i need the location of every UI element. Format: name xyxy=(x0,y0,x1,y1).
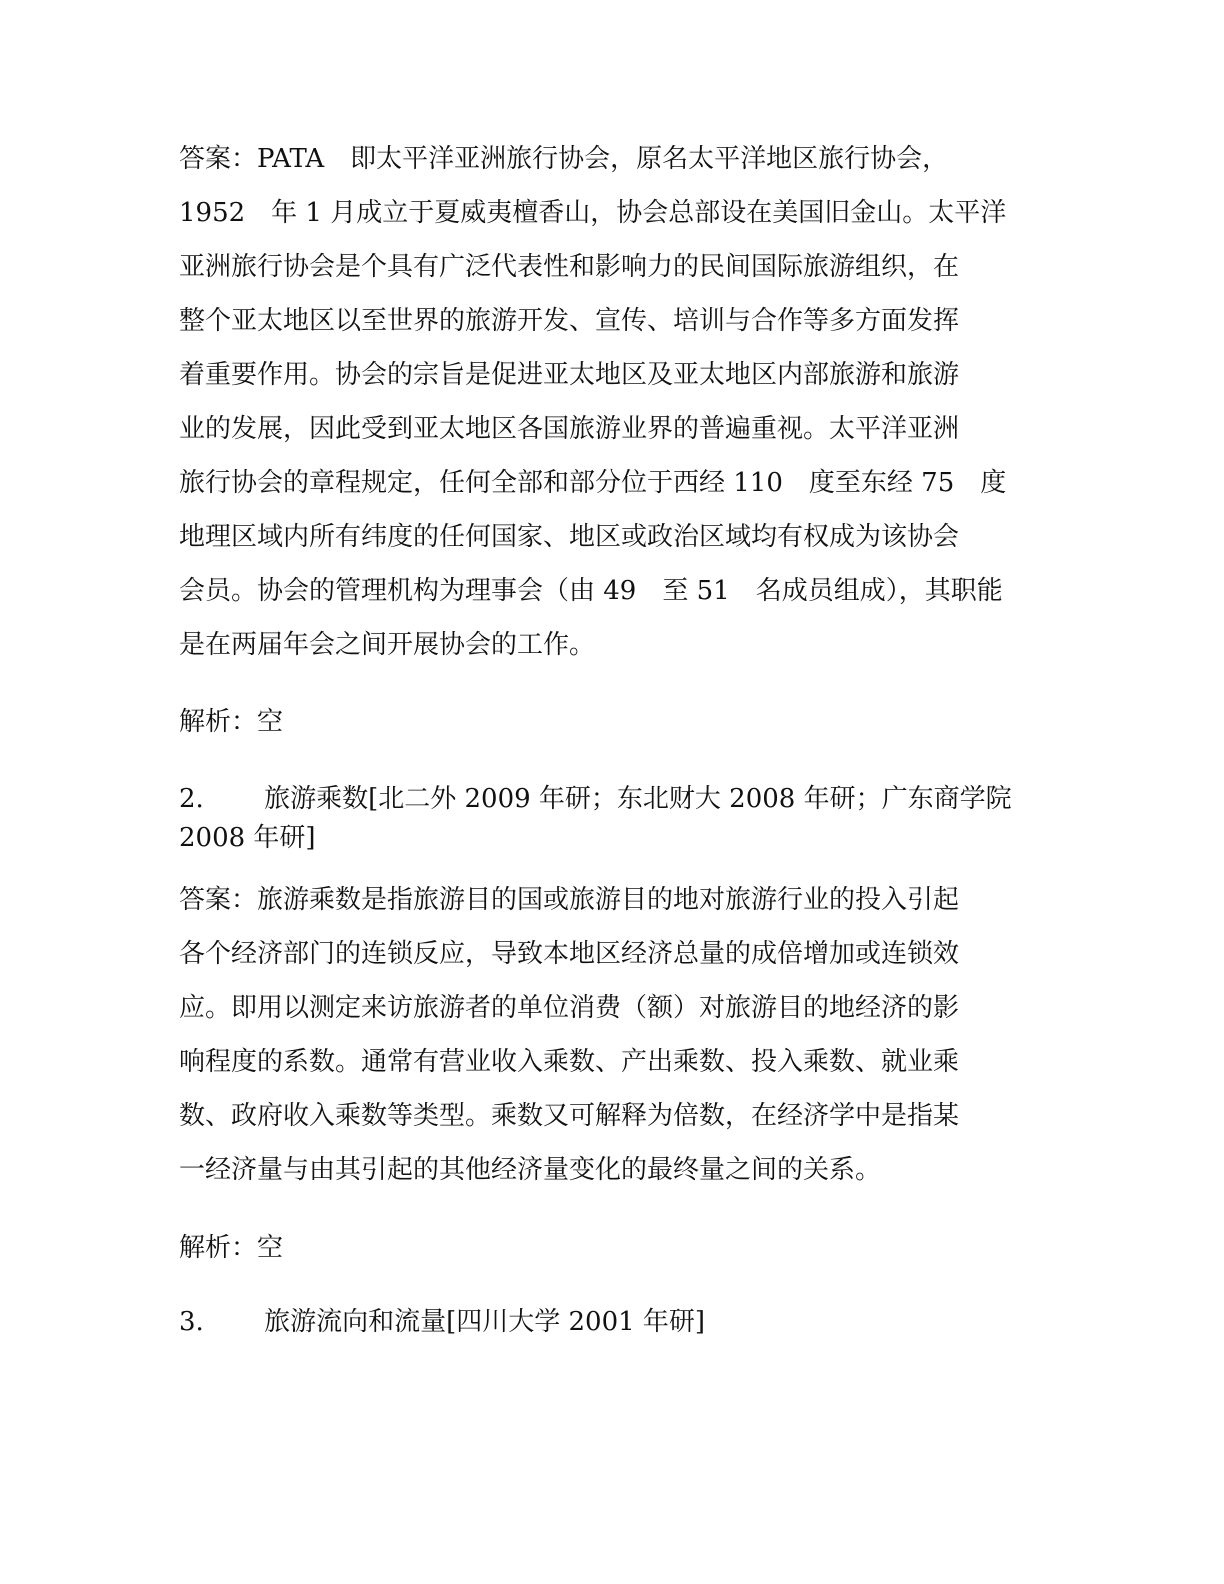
answer-2-line-5: 数、政府收入乘数等类型。乘数又可解释为倍数，在经济学中是指某 xyxy=(179,1101,960,1131)
answer-1-line-10: 是在两届年会之间开展协会的工作。 xyxy=(179,630,596,660)
answer-1-line-4: 整个亚太地区以至世界的旅游开发、宣传、培训与合作等多方面发挥 xyxy=(179,306,960,336)
analysis-1: 解析：空 xyxy=(179,707,284,737)
answer-1-line-1: 答案：PATA 即太平洋亚洲旅行协会，原名太平洋地区旅行协会， xyxy=(179,144,949,174)
question-3: 3. 旅游流向和流量[四川大学 2001 年研] xyxy=(179,1307,706,1337)
answer-2-line-2: 各个经济部门的连锁反应，导致本地区经济总量的成倍增加或连锁效 xyxy=(179,939,960,969)
answer-1-line-5: 着重要作用。协会的宗旨是促进亚太地区及亚太地区内部旅游和旅游 xyxy=(179,360,960,390)
answer-2-line-6: 一经济量与由其引起的其他经济量变化的最终量之间的关系。 xyxy=(179,1155,882,1185)
answer-1-line-8: 地理区域内所有纬度的任何国家、地区或政治区域均有权成为该协会 xyxy=(179,522,960,552)
answer-2-line-1: 答案：旅游乘数是指旅游目的国或旅游目的地对旅游行业的投入引起 xyxy=(179,885,960,915)
answer-1-line-7: 旅行协会的章程规定，任何全部和部分位于西经 110 度至东经 75 度 xyxy=(179,468,1007,498)
question-2-line-1: 2. 旅游乘数[北二外 2009 年研；东北财大 2008 年研；广东商学院 xyxy=(179,784,1012,814)
answer-1-line-6: 业的发展，因此受到亚太地区各国旅游业界的普遍重视。太平洋亚洲 xyxy=(179,414,960,444)
analysis-2: 解析：空 xyxy=(179,1233,284,1263)
answer-1-line-9: 会员。协会的管理机构为理事会（由 49 至 51 名成员组成），其职能 xyxy=(179,576,1003,606)
answer-2-line-4: 响程度的系数。通常有营业收入乘数、产出乘数、投入乘数、就业乘 xyxy=(179,1047,960,1077)
question-2-line-2: 2008 年研] xyxy=(179,823,316,853)
answer-2-line-3: 应。即用以测定来访旅游者的单位消费（额）对旅游目的地经济的影 xyxy=(179,993,960,1023)
answer-1-line-3: 亚洲旅行协会是个具有广泛代表性和影响力的民间国际旅游组织，在 xyxy=(179,252,960,282)
answer-1-line-2: 1952 年 1 月成立于夏威夷檀香山，协会总部设在美国旧金山。太平洋 xyxy=(179,198,1007,228)
